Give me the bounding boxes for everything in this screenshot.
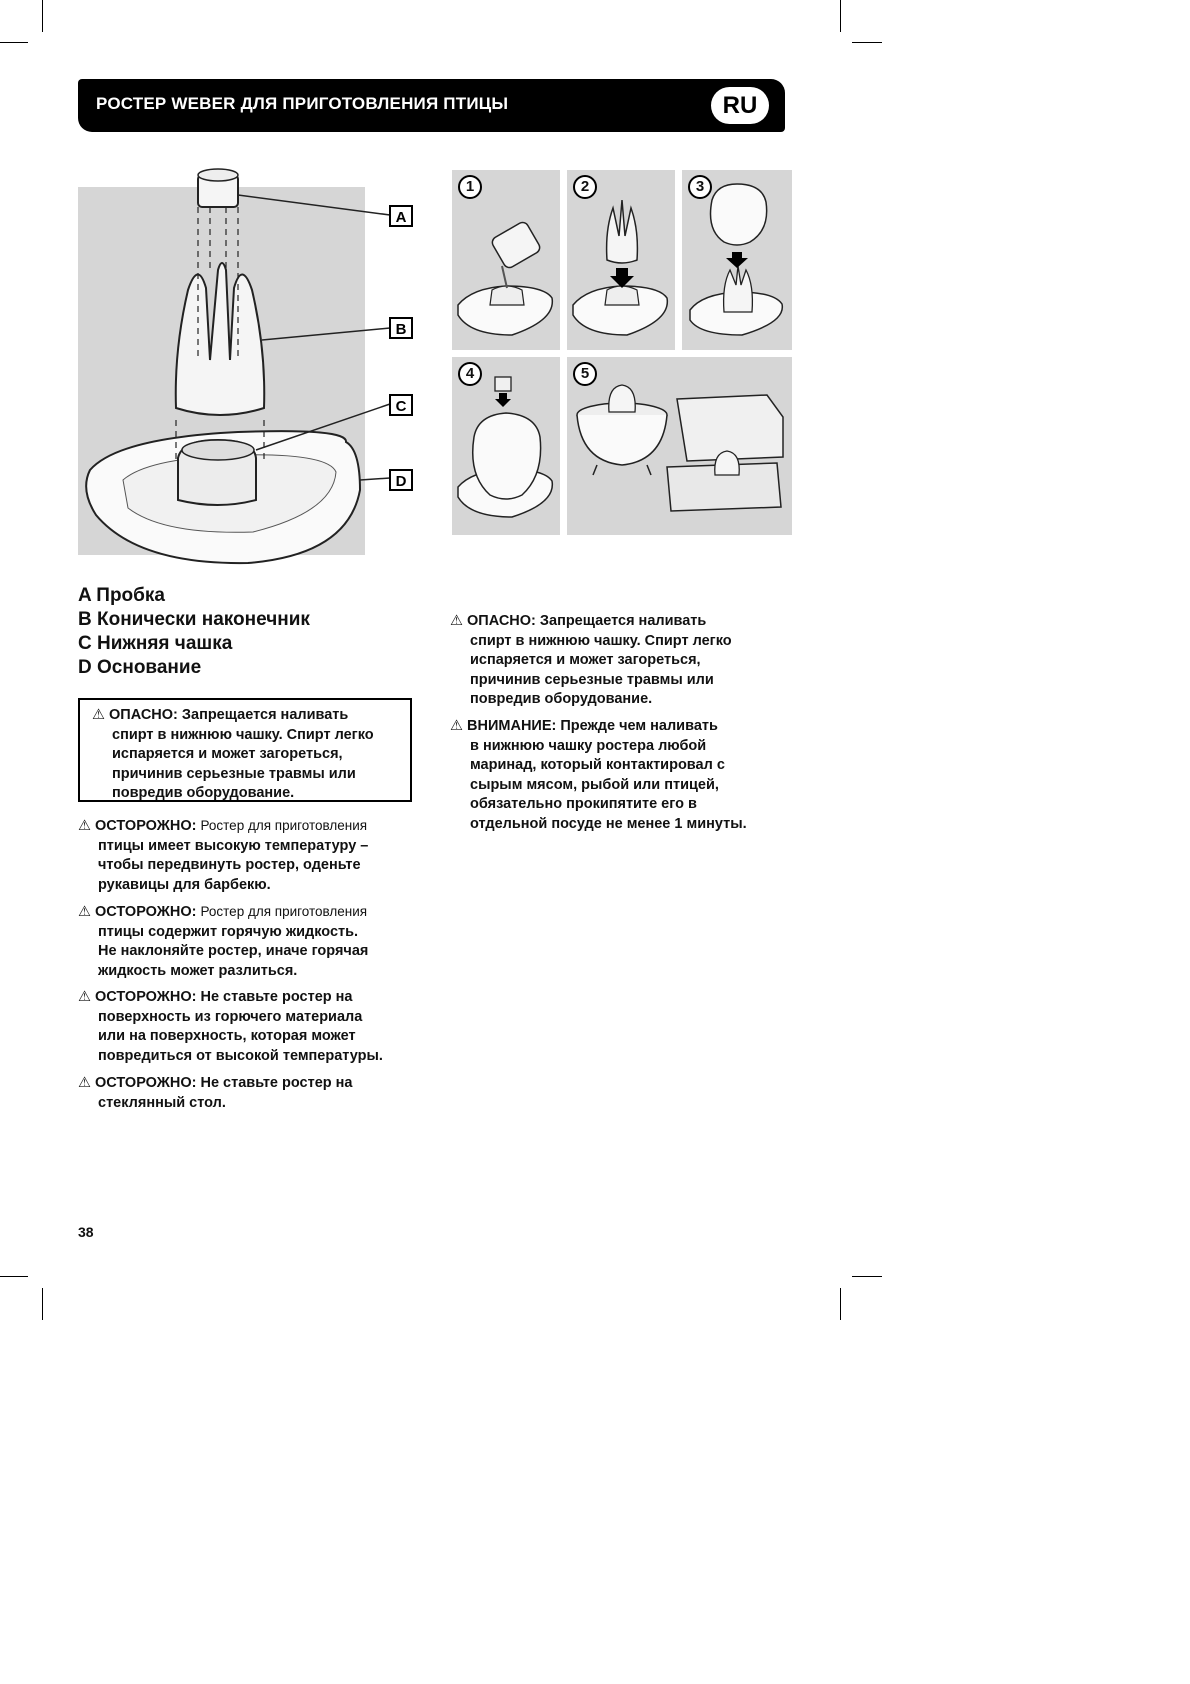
crop-mark [42,1288,43,1320]
part-item-a: A Пробка [78,585,165,606]
step-panel-4 [452,357,560,535]
attention-label: ⚠ ВНИМАНИЕ: [450,718,557,734]
page-number: 38 [78,1224,94,1240]
danger-warning-right: ⚠ ОПАСНО: Запрещается наливать спирт в нижнюю чашку. Спирт легко испаряется и может загореться, причинив серьезные травмы или повредив оборудование. [450,613,732,707]
step-number: 4 [458,362,482,386]
step-number: 2 [573,175,597,199]
danger-label: ⚠ ОПАСНО: [92,707,178,723]
caution-label: ⚠ ОСТОРОЖНО: [78,818,197,834]
crop-mark [852,1276,882,1277]
crop-mark [42,0,43,32]
language-badge: RU [711,87,769,124]
step-panel-2 [567,170,675,350]
danger-label: ⚠ ОПАСНО: [450,613,536,629]
caution-label: ⚠ ОСТОРОЖНО: [78,904,197,920]
caution-hot-liquid: ⚠ ОСТОРОЖНО: Ростер для приготовления птицы содержит горячую жидкость. Не наклоняйте ростер, иначе горячая жидкость может разлиться. [78,904,369,979]
crop-mark [0,1276,28,1277]
crop-mark [840,0,841,32]
caution-label: ⚠ ОСТОРОЖНО: [78,989,197,1005]
step-number: 3 [688,175,712,199]
page-title: РОСТЕР WEBER ДЛЯ ПРИГОТОВЛЕНИЯ ПТИЦЫ [96,94,509,113]
callout-c: C [395,398,407,415]
parts-list [78,584,310,680]
caution-glass-table: ⚠ ОСТОРОЖНО: Не ставьте ростер на стеклянный стол. [78,1075,353,1111]
crop-mark [840,1288,841,1320]
header-bar [78,79,785,132]
callout-d: D [395,473,407,490]
step-panel-3 [682,170,792,350]
part-item-b: B Конически наконечник [78,609,310,630]
caution-surface: ⚠ ОСТОРОЖНО: Не ставьте ростер на поверхность из горючего материала или на поверхность, которая может повредиться от высокой температуры. [78,989,383,1064]
part-item-c: C Нижняя чашка [78,633,233,654]
attention-marinade: ⚠ ВНИМАНИЕ: Прежде чем наливать в нижнюю чашку ростера любой маринад, который контактировал с сырым мясом, рыбой или птицей, обязательно прокипятите его в отдельной посуде не менее 1 минуты. [450,718,747,832]
callout-b: B [395,321,407,338]
crop-mark [0,42,28,43]
caution-hot-temperature: ⚠ ОСТОРОЖНО: Ростер для приготовления птицы имеет высокую температуру – чтобы передвинуть ростер, оденьте рукавицы для барбекю. [78,818,369,893]
danger-warning-box: ⚠ ОПАСНО: Запрещается наливать спирт в нижнюю чашку. Спирт легко испаряется и может загореться, причинив серьезные травмы или повредив оборудование. [78,698,412,802]
caution-label: ⚠ ОСТОРОЖНО: [78,1075,197,1091]
callout-a: A [395,209,407,226]
roaster-exploded-drawing [78,160,438,580]
part-item-d: D Основание [78,657,202,678]
step-panel-1 [452,170,560,350]
crop-mark [852,42,882,43]
step-number: 1 [458,175,482,199]
step-number: 5 [573,362,597,386]
step-panel-5 [567,357,792,535]
